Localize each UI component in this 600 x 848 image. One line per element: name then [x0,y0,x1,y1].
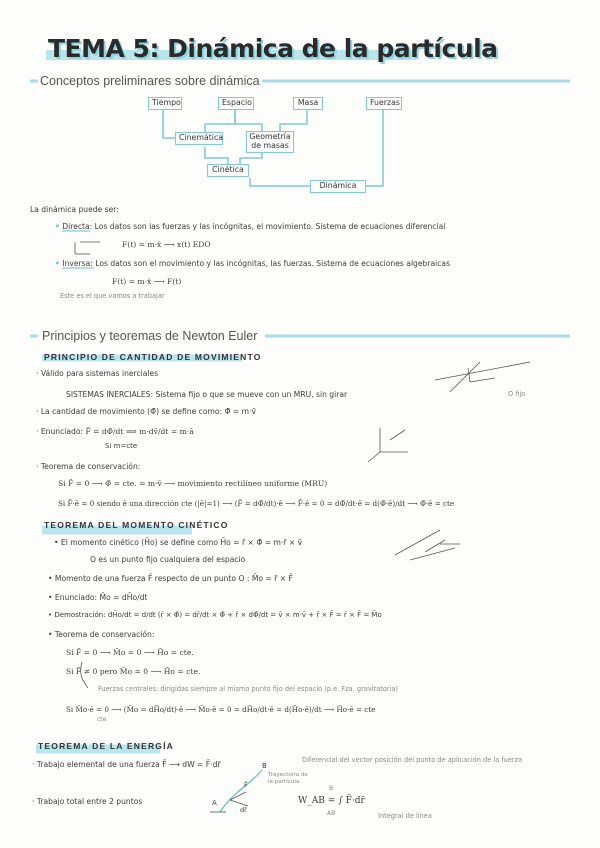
tmc-enunciado-text: Enunciado: M̄o = dH̄o/dt [54,593,148,602]
node-geometria-line2: de masas [251,140,289,150]
pcm-valido-text: Válido para sistemas inerciales [40,369,159,378]
work-note: Este es el que vamos a trabajar [60,292,165,300]
energia-total-eq: W_AB = ∫ F̄·dr̄ [298,796,365,806]
tmc-teorema: • Teorema de conservación: [48,630,155,639]
pcm-cons1: Si F̄ = 0 ⟶ Φ̄ = cte. = m·v̄ ⟶ movimiento rectilíneo uniforme (MRU) [58,479,328,488]
tmc-c3: Si M̄o·ē = 0 ⟶ (M̄o = dH̄o/dt)·ē ⟶ M̄o·ē = 0 = dH̄o/dt·ē = d(H̄o·ē)/dt ⟶ H̄o·ē = cte [66,705,376,714]
node-masa: Masa [293,97,323,110]
energia-total: · Trabajo total entre 2 puntos [32,797,143,806]
pcm-cantidad: · La cantidad de movimiento (Φ̄) se define como: Φ̄ = m·v̄ [36,407,256,416]
tmc-momento-text: Momento de una fuerza F̄ respecto de un punto O : M̄o = r̄ × F̄ [54,574,293,583]
page-title: TEMA 5: Dinámica de la partícula [48,34,498,63]
tmc-def2: O es un punto fijo cualquiera del espacio [90,555,246,564]
energia-trabajo-text: Trabajo elemental de una fuerza F̄ ⟶ dW = F̄·dr̄ [36,760,221,769]
energia-integral-note: Integral de línea [378,812,432,820]
inversa-label: Inversa [62,259,91,268]
section1-heading: Conceptos preliminares sobre dinámica [40,74,260,88]
node-fuerzas: Fuerzas [366,97,402,110]
inversa-text: Los datos son el movimiento y las incógnitas, las fuerzas. Sistema de ecuaciones algebraicas [95,259,451,268]
inversa-equation: F(t) = m·ẍ ⟶ F(t) [112,277,182,286]
energia-dif-note: Diferencial del vector posición del punto de aplicación de la fuerza [302,756,523,764]
inversa-item: • Inversa: Los datos son el movimiento y las incógnitas, las fuerzas. Sistema de ecuaciones algebraicas [55,259,451,268]
directa-equation: F(t) = m·ẍ ⟶ x(t) EDO [122,240,211,249]
bullet-icon: • [55,259,60,268]
pcm-enunciado-label: Enunciado: [40,427,84,436]
node-dinamica: Dinámica [310,180,366,193]
directa-text: Los datos son las fuerzas y las incógnitas, el movimiento. Sistema de ecuaciones diferencial [94,222,446,231]
energia-tray-note2: la partícula [268,779,300,785]
pcm-enunciado-eq: F̄ = dΦ̄/dt ⟹ m·dv̄/dt = m·ā [85,427,194,436]
tmc-enunciado: • Enunciado: M̄o = dH̄o/dt [48,593,148,602]
bullet-icon: · [36,369,39,378]
intro-text: La dinámica puede ser: [30,205,119,214]
energia-limit-top: B [329,785,334,792]
pcm-cantidad-text: La cantidad de movimiento (Φ̄) se define como: Φ̄ = m·v̄ [40,407,256,416]
directa-item: • Directa: Los datos son las fuerzas y las incógnitas, el movimiento. Sistema de ecuaciones diferencial [55,222,446,231]
tmc-demo-text: Demostración: dH̄o/dt = d/dt (r̄ × Φ̄) = dr̄/dt × Φ̄ + r̄ × dΦ̄/dt = v̄ × m·v̄ + r̄ × F̄ = r̄ × F̄ = M̄o [54,611,382,619]
pcm-teorema: · Teorema de conservación: [36,462,141,471]
energia-total-text: Trabajo total entre 2 puntos [36,797,143,806]
pcm-sistemas: SISTEMAS INERCIALES: Sistema fijo o que se mueve con un MRU, sin girar [66,390,348,399]
pcm-enunciado: · Enunciado: F̄ = dΦ̄/dt ⟹ m·dv̄/dt = m·ā [36,427,194,436]
node-geometria [246,131,294,153]
tmc-demo: • Demostración: dH̄o/dt = d/dt (r̄ × Φ̄) = dr̄/dt × Φ̄ + r̄ × dΦ̄/dt = v̄ × m·v̄ + r̄ × F̄ = r̄ × F̄ = M̄o [48,611,382,619]
node-geometria-line1: Geometría [249,132,291,141]
tmc-central-note: Fuerzas centrales: dirigidas siempre al mismo punto fijo del espacio (p.e. Fza. gravitatoria) [98,685,398,693]
trajectory-label-b: B [262,762,267,770]
energia-limit-bottom: AB [327,810,336,817]
node-cinetica: Cinética [207,164,249,177]
pcm-heading: PRINCIPIO DE CANTIDAD DE MOVIMIENTO [44,352,262,362]
tmc-teorema-text: Teorema de conservación: [54,630,155,639]
energia-heading: TEOREMA DE LA ENERGÍA [38,741,175,751]
node-espacio: Espacio [218,97,254,110]
tmc-heading: TEOREMA DEL MOMENTO CINÉTICO [44,520,229,530]
pcm-teorema-text: Teorema de conservación: [40,462,141,471]
tmc-momento: • Momento de una fuerza F̄ respecto de un punto O : M̄o = r̄ × F̄ [48,574,293,583]
pcm-valido [36,369,158,378]
tmc-def: • El momento cinético (H̄o) se define como H̄o = r̄ × Φ̄ = m·r̄ × v̄ [54,538,303,547]
pcm-figure-note: O fijo [508,390,526,398]
energia-tray-note1: Trayectoria de [268,772,308,778]
tmc-c2: Si F̄ ≠ 0 pero M̄o = 0 ⟶ H̄o = cte. [66,667,201,676]
directa-label: Directa [62,222,90,231]
energia-trabajo: · Trabajo elemental de una fuerza F̄ ⟶ dW = F̄·dr̄ [32,760,221,769]
trajectory-label-force: F̄ [244,781,248,789]
node-cinematica: Cinemática [175,132,223,145]
trajectory-label-dr: dr̄ [240,806,247,814]
node-tiempo: Tiempo [148,97,182,110]
tmc-def-text: El momento cinético (H̄o) se define como H̄o = r̄ × Φ̄ = m·r̄ × v̄ [60,538,303,547]
tmc-c1: Si F̄ = 0 ⟶ M̄o = 0 ⟶ H̄o = cte. [66,648,194,657]
bullet-icon: • [55,222,60,231]
pcm-si-mcte: Si m=cte [105,442,138,450]
pcm-cons2: Si F̄·ē = 0 siendo ē una dirección cte (|ē|=1) ⟶ (F̄ = dΦ̄/dt)·ē ⟶ F̄·ē = 0 = dΦ̄/dt·ē = d(Φ̄·ē)/dt ⟶ Φ̄·ē = cte [58,499,455,508]
section2-heading: Principios y teoremas de Newton Euler [42,329,258,343]
trajectory-label-a: A [212,799,217,807]
tmc-c3-sub: cte [97,716,107,723]
